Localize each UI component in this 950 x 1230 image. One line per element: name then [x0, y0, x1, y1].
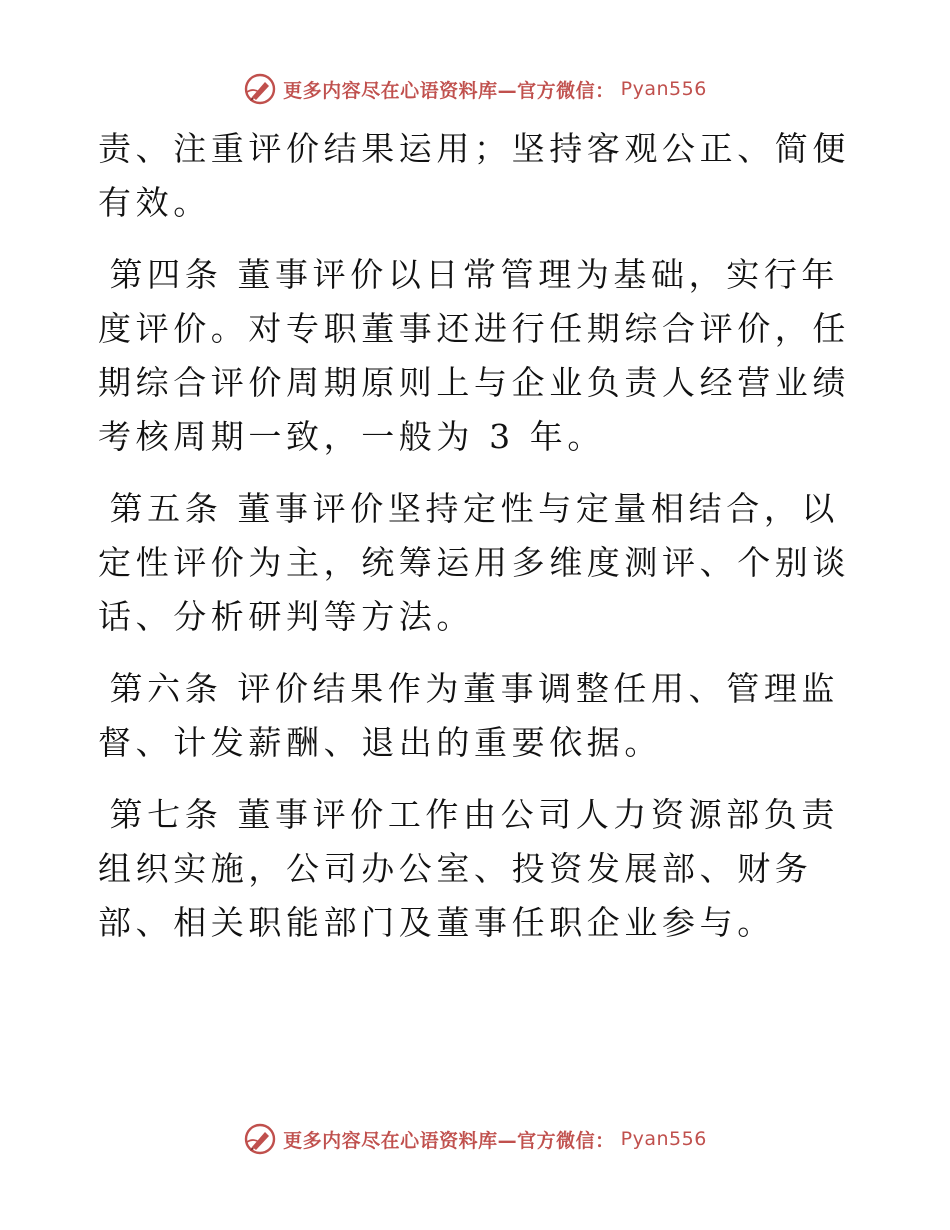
watermark-wechat-id: Pyan556: [620, 1128, 707, 1150]
article-4: 第四条 董事评价以日常管理为基础，实行年度评价。对专职董事还进行任期综合评价，任期综合评价周期原则上与企业负责人经营业绩考核周期一致，一般为 3 年。: [98, 255, 850, 456]
document-body: [98, 122, 858, 968]
pen-logo-icon: [243, 72, 277, 106]
watermark-text: 更多内容尽在心语资料库—官方微信：: [283, 1129, 615, 1152]
article-5: 第五条 董事评价坚持定性与定量相结合，以定性评价为主，统筹运用多维度测评、个别谈话、分析研判等方法。: [98, 489, 850, 636]
footer-watermark: [0, 1122, 950, 1156]
header-watermark: [0, 72, 950, 106]
article-6: 第六条 评价结果作为董事调整任用、管理监督、计发薪酬、退出的重要依据。: [98, 669, 840, 762]
article-7: 第七条 董事评价工作由公司人力资源部负责组织实施，公司办公室、投资发展部、财务部、相关职能部门及董事任职企业参与。: [98, 795, 840, 942]
watermark-wechat-id: Pyan556: [620, 78, 707, 100]
watermark-text: 更多内容尽在心语资料库—官方微信：: [283, 79, 615, 102]
paragraph-continuation: 责、注重评价结果运用；坚持客观公正、简便有效。: [98, 129, 850, 222]
pen-logo-icon: [243, 1122, 277, 1156]
